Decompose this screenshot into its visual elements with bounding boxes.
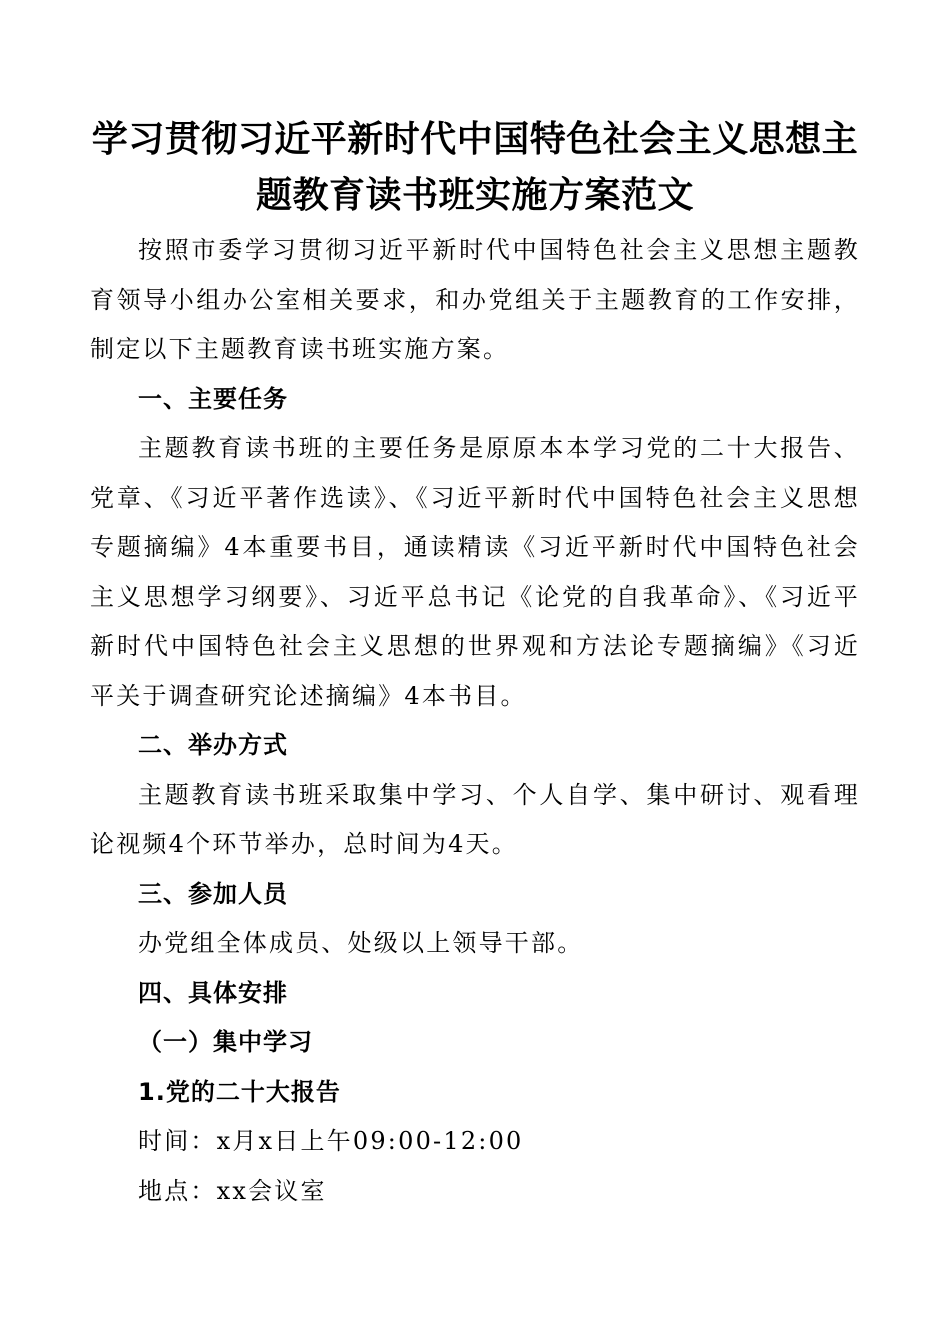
document-body (90, 226, 860, 1216)
format-paragraph: 主题教育读书班采取集中学习、个人自学、集中研讨、观看理论视频4个环节举办，总时间为4天。 (90, 780, 860, 858)
section-heading-schedule: 四、具体安排 (138, 978, 288, 1007)
document-title: 学习贯彻习近平新时代中国特色社会主义思想主题教育读书班实施方案范文 (91, 119, 859, 216)
main-tasks-paragraph: 主题教育读书班的主要任务是原原本本学习党的二十大报告、党章、《习近平著作选读》、《习近平新时代中国特色社会主义思想专题摘编》4本重要书目，通读精读《习近平新时代中国特色社会主义思想学习纲要》、习近平总书记《论党的自我革命》、《习近平新时代中国特色社会主义思想的世界观和方法论专题摘编》《习近平关于调查研究论述摘编》4本书目。 (90, 434, 860, 710)
participants-paragraph: 办党组全体成员、处级以上领导干部。 (138, 929, 584, 957)
subsection-heading-group-study: （一）集中学习 (138, 1028, 313, 1056)
item-heading-report: 1.党的二十大报告 (138, 1077, 341, 1106)
section-heading-format: 二、举办方式 (138, 731, 288, 759)
item-place: 地点：xx会议室 (138, 1176, 327, 1205)
item-time: 时间：x月x日上午09:00-12:00 (138, 1127, 524, 1155)
section-heading-participants: 三、参加人员 (138, 879, 288, 908)
intro-paragraph: 按照市委学习贯彻习近平新时代中国特色社会主义思想主题教育领导小组办公室相关要求，和办党组关于主题教育的工作安排，制定以下主题教育读书班实施方案。 (90, 236, 860, 363)
section-heading-main-tasks: 一、主要任务 (138, 384, 288, 413)
